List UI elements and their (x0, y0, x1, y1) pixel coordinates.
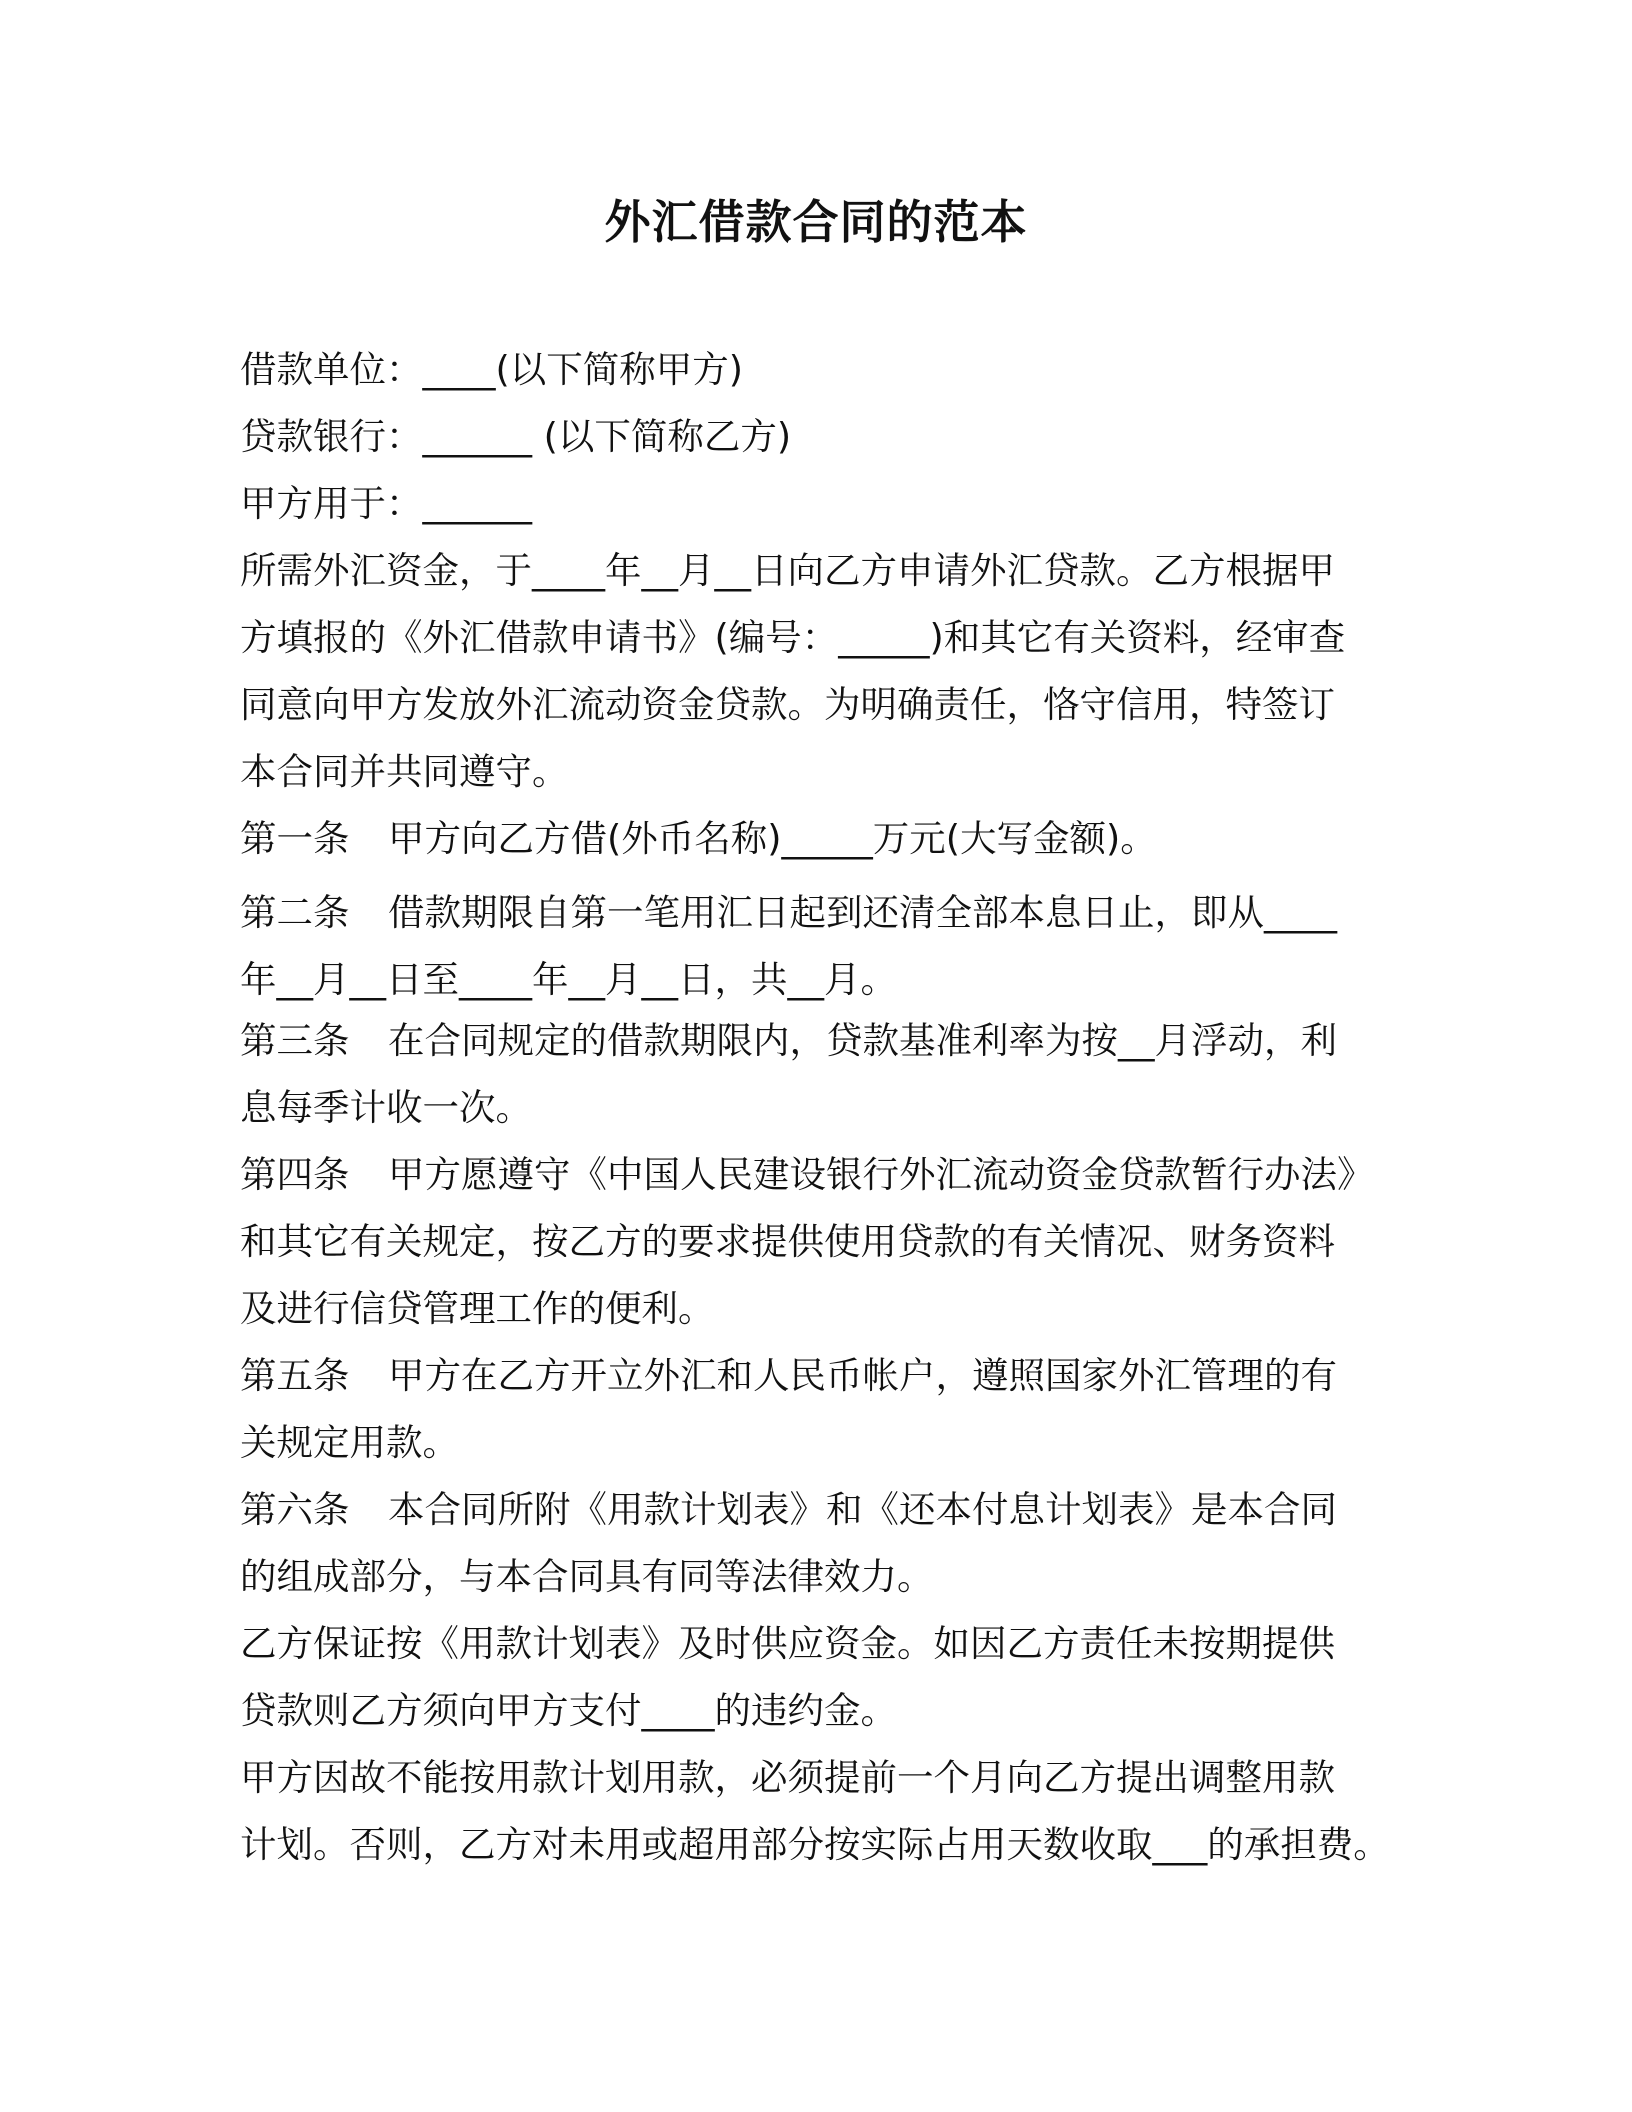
article-number: 第二条 (240, 891, 350, 934)
article-number: 第六条 (240, 1488, 350, 1531)
preamble-line-2: 方填报的《外汇借款申请书》(编号：_____)和其它有关资料，经审查 (240, 616, 1346, 659)
clause-text-line-4: 计划。否则，乙方对未用或超用部分按实际占用天数收取___的承担费。 (240, 1823, 1390, 1866)
clause-text-line-3: 甲方因故不能按用款计划用款，必须提前一个月向乙方提出调整用款 (240, 1756, 1335, 1799)
article-number: 第五条 (240, 1354, 350, 1397)
preamble-line-4: 本合同并共同遵守。 (240, 750, 569, 793)
document-title: 外汇借款合同的范本 (604, 195, 1028, 249)
article-1 (240, 814, 1157, 864)
article-6-continuation: 的组成部分，与本合同具有同等法律效力。 (240, 1555, 934, 1598)
article-6 (240, 1485, 1337, 1535)
article-text: 甲方向乙方借(外币名称)_____万元(大写金额)。 (388, 817, 1157, 860)
article-number: 第一条 (240, 817, 350, 860)
article-4 (240, 1150, 1374, 1200)
article-number: 第四条 (240, 1153, 350, 1196)
article-2-continuation: 年__月__日至____年__月__日，共__月。 (240, 958, 897, 1001)
article-number: 第三条 (240, 1019, 350, 1062)
article-5 (240, 1351, 1337, 1401)
article-4-continuation-1: 和其它有关规定，按乙方的要求提供使用贷款的有关情况、财务资料 (240, 1220, 1335, 1263)
article-2 (240, 888, 1337, 938)
article-text: 本合同所附《用款计划表》和《还本付息计划表》是本合同 (388, 1488, 1337, 1531)
borrower-line: 借款单位：____(以下简称甲方) (240, 348, 743, 391)
article-5-continuation: 关规定用款。 (240, 1421, 459, 1464)
article-text: 借款期限自第一笔用汇日起到还清全部本息日止，即从____ (388, 891, 1337, 934)
preamble-line-1: 所需外汇资金，于____年__月__日向乙方申请外汇贷款。乙方根据甲 (240, 549, 1335, 592)
lender-line: 贷款银行：______ (以下简称乙方) (240, 415, 792, 458)
clause-text-line-2: 贷款则乙方须向甲方支付____的违约金。 (240, 1689, 897, 1732)
article-text: 甲方在乙方开立外汇和人民币帐户，遵照国家外汇管理的有 (388, 1354, 1337, 1397)
clause-text-line-1: 乙方保证按《用款计划表》及时供应资金。如因乙方责任未按期提供 (240, 1622, 1335, 1665)
preamble-line-3: 同意向甲方发放外汇流动资金贷款。为明确责任，恪守信用，特签订 (240, 683, 1335, 726)
article-text: 甲方愿遵守《中国人民建设银行外汇流动资金贷款暂行办法》 (388, 1153, 1374, 1196)
purpose-line: 甲方用于：______ (240, 482, 532, 525)
article-3-continuation: 息每季计收一次。 (240, 1086, 532, 1129)
article-4-continuation-2: 及进行信贷管理工作的便利。 (240, 1287, 715, 1330)
article-text: 在合同规定的借款期限内，贷款基准利率为按__月浮动，利 (388, 1019, 1337, 1062)
article-3 (240, 1016, 1337, 1066)
